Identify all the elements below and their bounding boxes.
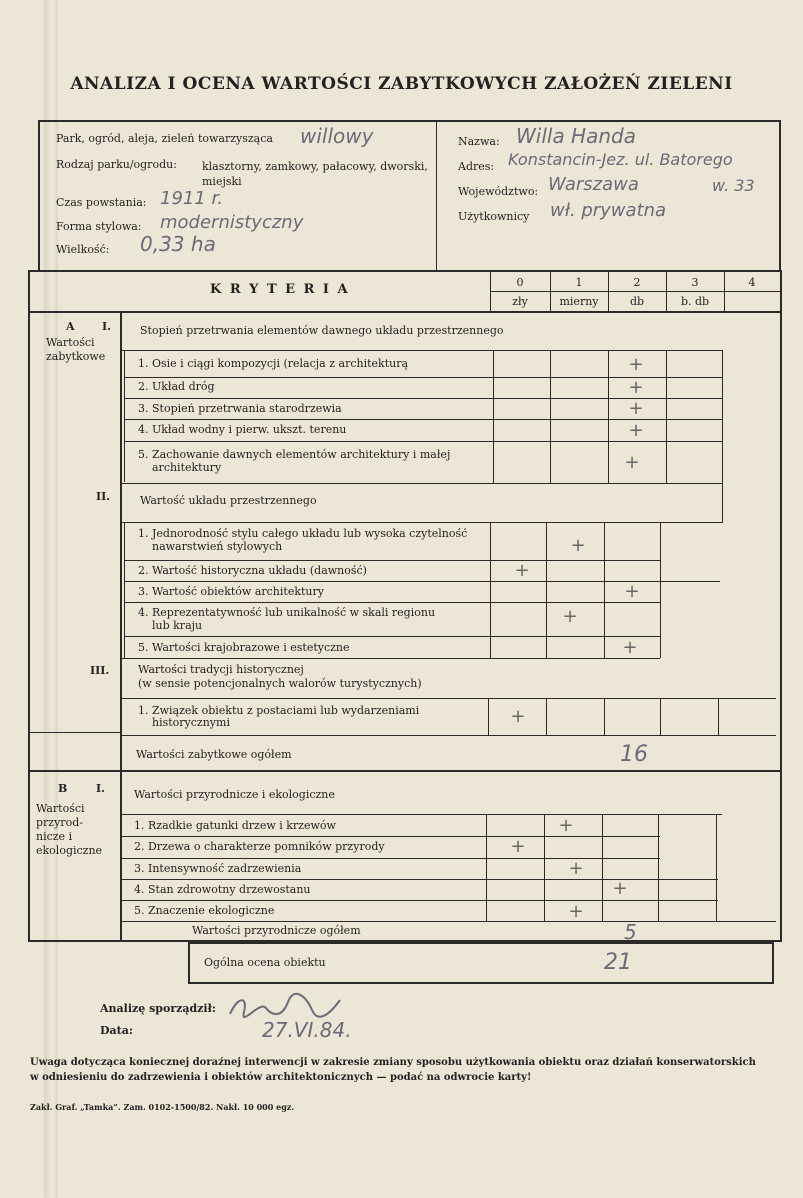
czas-value: 1911 r.: [160, 188, 223, 209]
g1-item-2: 2. Układ dróg: [138, 380, 215, 393]
mark-g2-1: +: [570, 535, 586, 556]
mark-g1-3: +: [628, 398, 644, 419]
g2-item-3: 3. Wartość obiektów architektury: [138, 585, 324, 598]
uzytkownicy-value: wł. prywatna: [550, 200, 667, 221]
mark-b-4: +: [612, 878, 628, 899]
section-a-code: A: [66, 320, 75, 333]
print-info: Zakł. Graf. „Tamka”. Zam. 0102-1500/82. Nakł. 10 000 egz.: [30, 1102, 295, 1112]
score-0: 0: [516, 276, 524, 289]
score-name-zly: zły: [512, 295, 528, 308]
czas-label: Czas powstania:: [56, 196, 147, 209]
group1-title: Stopień przetrwania elementów dawnego układu przestrzennego: [140, 324, 504, 337]
date-label: Data:: [100, 1024, 133, 1037]
score-name-mierny: mierny: [559, 295, 599, 308]
note-line-1: Uwaga dotycząca koniecznej doraźnej interwencji w zakresie zmiany sposobu użytkowania obiektu oraz działań konserwatorskich: [30, 1057, 756, 1068]
wielkosc-value: 0,33 ha: [140, 232, 216, 256]
g2-item-2: 2. Wartość historyczna układu (dawność): [138, 564, 367, 577]
overall-value: 21: [604, 950, 632, 975]
b-item-3: 3. Intensywność zadrzewienia: [134, 862, 302, 875]
g3-item-1b: historycznymi: [152, 716, 230, 729]
wielkosc-label: Wielkość:: [56, 243, 110, 256]
total-a-value: 16: [620, 742, 648, 767]
rodzaj-options-2: miejski: [202, 175, 242, 188]
section-b-name-4: ekologiczne: [36, 844, 103, 857]
park-label: Park, ogród, aleja, zieleń towarzysząca: [56, 132, 273, 145]
mark-g1-5: +: [624, 452, 640, 473]
wojewodztwo-label: Województwo:: [458, 185, 539, 198]
score-4: 4: [748, 276, 756, 289]
note-line-2: w odniesieniu do zadrzewienia i obiektów architektonicznych — podać na odwrocie karty!: [30, 1072, 532, 1083]
mark-b-5: +: [568, 901, 584, 922]
g2-item-1b: nawarstwień stylowych: [152, 540, 283, 553]
section-b-name-1: Wartości: [36, 802, 85, 815]
date-value: 27.VI.84.: [262, 1018, 352, 1042]
g2-item-4: 4. Reprezentatywność lub unikalność w skali regionu: [138, 606, 436, 619]
section-a-roman-3: III.: [90, 664, 110, 677]
total-b-label: Wartości przyrodnicze ogółem: [192, 924, 361, 937]
score-name-db: db: [629, 295, 645, 308]
nazwa-label: Nazwa:: [458, 135, 500, 148]
b-item-4: 4. Stan zdrowotny drzewostanu: [134, 883, 311, 896]
uzytkownicy-label: Użytkownicy: [458, 210, 530, 223]
mark-g2-3: +: [624, 581, 640, 602]
mark-g1-2: +: [628, 377, 644, 398]
adres-value-2: w. 33: [712, 176, 755, 195]
g1-item-3: 3. Stopień przetrwania starodrzewia: [138, 402, 342, 415]
rodzaj-label: Rodzaj parku/ogrodu:: [56, 158, 177, 171]
mark-g2-2: +: [514, 560, 530, 581]
section-b-title: Wartości przyrodnicze i ekologiczne: [134, 788, 335, 801]
section-b-roman: I.: [96, 782, 105, 795]
wojewodztwo-value: Warszawa: [548, 174, 639, 195]
group3-title: Wartości tradycji historycznej: [138, 663, 304, 676]
section-b-name-2: przyrod-: [36, 816, 83, 829]
park-value: willowy: [300, 124, 374, 148]
mark-g3-1: +: [510, 706, 526, 727]
g2-item-1: 1. Jednorodność stylu całego układu lub wysoka czytelność: [138, 527, 468, 540]
mark-g1-1: +: [628, 354, 644, 375]
mark-g1-4: +: [628, 420, 644, 441]
score-2: 2: [633, 276, 641, 289]
criteria-title: K R Y T E R I A: [210, 282, 350, 297]
mark-g2-5: +: [622, 637, 638, 658]
overall-label: Ogólna ocena obiektu: [204, 956, 326, 969]
b-item-2: 2. Drzewa o charakterze pomników przyrody: [134, 840, 385, 853]
score-name-bdb: b. db: [680, 295, 710, 308]
b-item-5: 5. Znaczenie ekologiczne: [134, 904, 275, 917]
form-title: ANALIZA I OCENA WARTOŚCI ZABYTKOWYCH ZAŁOŻEŃ ZIELENI: [70, 74, 733, 94]
forma-label: Forma stylowa:: [56, 220, 142, 233]
section-a-name-2: zabytkowe: [46, 350, 106, 363]
g3-item-1: 1. Związek obiektu z postaciami lub wydarzeniami: [138, 704, 420, 717]
score-3: 3: [691, 276, 699, 289]
g1-item-1: 1. Osie i ciągi kompozycji (relacja z architekturą: [138, 357, 409, 370]
mark-b-1: +: [558, 815, 574, 836]
section-a-roman: I.: [102, 320, 111, 333]
total-a-label: Wartości zabytkowe ogółem: [136, 748, 292, 761]
adres-label: Adres:: [458, 160, 495, 173]
author-label: Analizę sporządził:: [100, 1002, 216, 1015]
g2-item-4b: lub kraju: [152, 619, 203, 632]
rodzaj-options: klasztorny, zamkowy, pałacowy, dworski,: [202, 160, 428, 173]
mark-g2-4: +: [562, 606, 578, 627]
forma-value: modernistyczny: [160, 212, 304, 233]
mark-b-3: +: [568, 858, 584, 879]
group2-title: Wartość układu przestrzennego: [140, 494, 317, 507]
g1-item-5b: architektury: [152, 461, 222, 474]
section-a-roman-2: II.: [96, 490, 111, 503]
section-b-name-3: nicze i: [36, 830, 73, 843]
g2-item-5: 5. Wartości krajobrazowe i estetyczne: [138, 641, 350, 654]
adres-value: Konstancin-Jez. ul. Batorego: [508, 150, 733, 169]
group3-title-2: (w sensie potencjonalnych walorów turystycznych): [138, 677, 422, 690]
nazwa-value: Willa Handa: [516, 124, 636, 148]
mark-b-2: +: [510, 836, 526, 857]
section-a-name-1: Wartości: [46, 336, 95, 349]
section-b-code: B: [58, 782, 68, 795]
g1-item-4: 4. Układ wodny i pierw. ukszt. terenu: [138, 423, 347, 436]
g1-item-5: 5. Zachowanie dawnych elementów architektury i małej: [138, 448, 451, 461]
b-item-1: 1. Rzadkie gatunki drzew i krzewów: [134, 819, 336, 832]
score-1: 1: [575, 276, 583, 289]
total-b-value: 5: [624, 920, 637, 944]
